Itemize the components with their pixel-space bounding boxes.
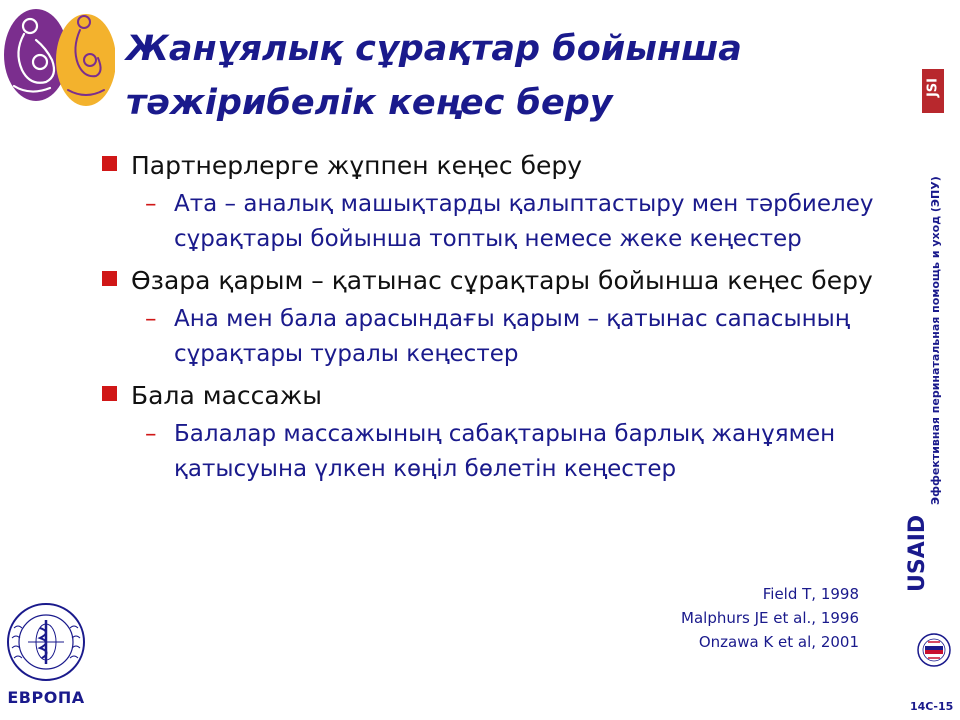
- reference-item: Onzawa K et al, 2001: [698, 633, 859, 651]
- reference-item: Field T, 1998: [762, 585, 859, 603]
- references: [681, 582, 859, 654]
- sub-bullet-text: Ата – аналық машықтарды қалыптастыру мен тәрбиелеу сұрақтары бойынша топтық немесе жеке кеңестер: [174, 191, 874, 252]
- bullet-text: Өзара қарым – қатынас сұрақтары бойынша кеңес беру: [131, 266, 873, 295]
- bullet-list: [100, 148, 880, 493]
- bullet-marker: [102, 156, 117, 171]
- slide-title: Жанұялық сұрақтар бойынша тәжірибелік кеңес беру: [126, 29, 742, 123]
- usaid-seal-icon: [917, 633, 951, 667]
- bullet-text: Партнерлерге жұппен кеңес беру: [131, 151, 583, 180]
- slide-number: 14С-15: [910, 700, 954, 713]
- bullet-text: Бала массажы: [131, 381, 322, 410]
- sub-bullet-text: Балалар массажының сабақтарына барлық жанұямен қатысуына үлкен көңіл бөлетін кеңестер: [174, 421, 836, 482]
- sub-bullet-marker: –: [145, 306, 157, 332]
- bullet-item: [100, 148, 880, 183]
- sub-bullet-item: [100, 417, 880, 487]
- sub-bullet-marker: –: [145, 191, 157, 217]
- sub-bullet-item: [100, 187, 880, 257]
- mother-child-logo: [0, 0, 115, 110]
- bullet-marker: [102, 386, 117, 401]
- bullet-item: [100, 378, 880, 413]
- bullet-marker: [102, 271, 117, 286]
- reference-item: Malphurs JE et al., 1996: [681, 609, 859, 627]
- vertical-caption: Эффективная перинатальная помощь и уход (ЭПУ): [929, 176, 942, 505]
- usaid-logo: [905, 492, 930, 592]
- bullet-item: [100, 263, 880, 298]
- jsi-logo: [922, 69, 944, 113]
- usaid-logo-text: USAID: [905, 514, 930, 592]
- who-europe-label: ЕВРОПА: [7, 688, 85, 707]
- sub-bullet-item: [100, 302, 880, 372]
- jsi-logo-text: JSI: [925, 77, 941, 98]
- sub-bullet-marker: –: [145, 421, 157, 447]
- sub-bullet-text: Ана мен бала арасындағы қарым – қатынас сапасының сұрақтары туралы кеңестер: [174, 306, 851, 367]
